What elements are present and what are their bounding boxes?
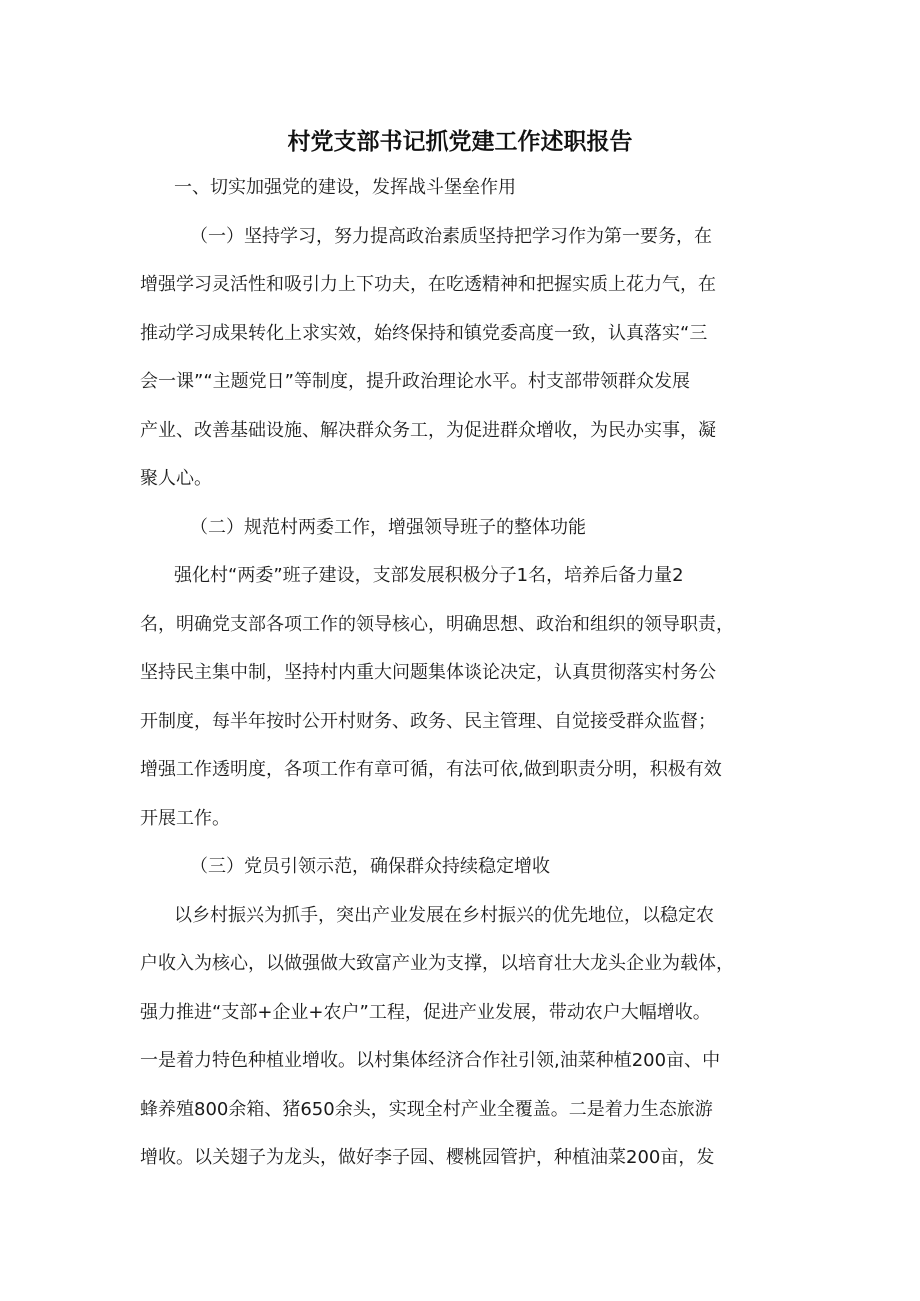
paragraph-line: 坚持民主集中制，坚持村内重大问题集体谈论决定，认真贯彻落实村务公	[140, 662, 716, 683]
paragraph-line: 增强工作透明度，各项工作有章可循，有法可依,做到职责分明，积极有效	[140, 759, 722, 780]
paragraph-line: 强化村“两委”班子建设，支部发展积极分子1名，培养后备力量2	[174, 565, 684, 586]
paragraph-line: 户收入为核心，以做强做大致富产业为支撑，以培育壮大龙头企业为载体，	[140, 953, 734, 974]
paragraph-line: 一是着力特色种植业增收。以村集体经济合作社引领,油菜种植200亩、中	[140, 1050, 721, 1071]
paragraph-line: 蜂养殖800余箱、猪650余头，实现全村产业全覆盖。二是着力生态旅游	[140, 1099, 713, 1120]
subsection-heading-2: （二）规范村两委工作，增强领导班子的整体功能	[190, 517, 586, 538]
subsection-heading-3: （三）党员引领示范，确保群众持续稳定增收	[190, 856, 550, 877]
paragraph-line: 增收。以关翅子为龙头，做好李子园、樱桃园管护，种植油菜200亩，发	[140, 1147, 715, 1168]
subsection-heading-1: （一）坚持学习，努力提高政治素质坚持把学习作为第一要务，在	[190, 226, 712, 247]
section-heading-1: 一、切实加强党的建设，发挥战斗堡垒作用	[174, 177, 516, 198]
paragraph-line: 产业、改善基础设施、解决群众务工，为促进群众增收，为民办实事，凝	[140, 420, 716, 441]
document-title: 村党支部书记抓党建工作述职报告	[287, 129, 633, 155]
paragraph-line: 聚人心。	[140, 468, 212, 489]
paragraph-line: 增强学习灵活性和吸引力上下功夫，在吃透精神和把握实质上花力气，在	[140, 274, 716, 295]
paragraph-line: 名，明确党支部各项工作的领导核心，明确思想、政治和组织的领导职责，	[140, 614, 734, 635]
paragraph-line: 强力推进“支部+企业+农户”工程，促进产业发展，带动农户大幅增收。	[140, 1002, 711, 1023]
paragraph-line: 开制度，每半年按时公开村财务、政务、民主管理、自觉接受群众监督；	[140, 711, 716, 732]
paragraph-line: 会一课”“主题党日”等制度，提升政治理论水平。村支部带领群众发展	[140, 371, 690, 392]
paragraph-line: 推动学习成果转化上求实效，始终保持和镇党委高度一致，认真落实“三	[140, 323, 708, 344]
paragraph-line: 开展工作。	[140, 808, 230, 829]
paragraph-line: 以乡村振兴为抓手，突出产业发展在乡村振兴的优先地位，以稳定农	[174, 905, 714, 926]
